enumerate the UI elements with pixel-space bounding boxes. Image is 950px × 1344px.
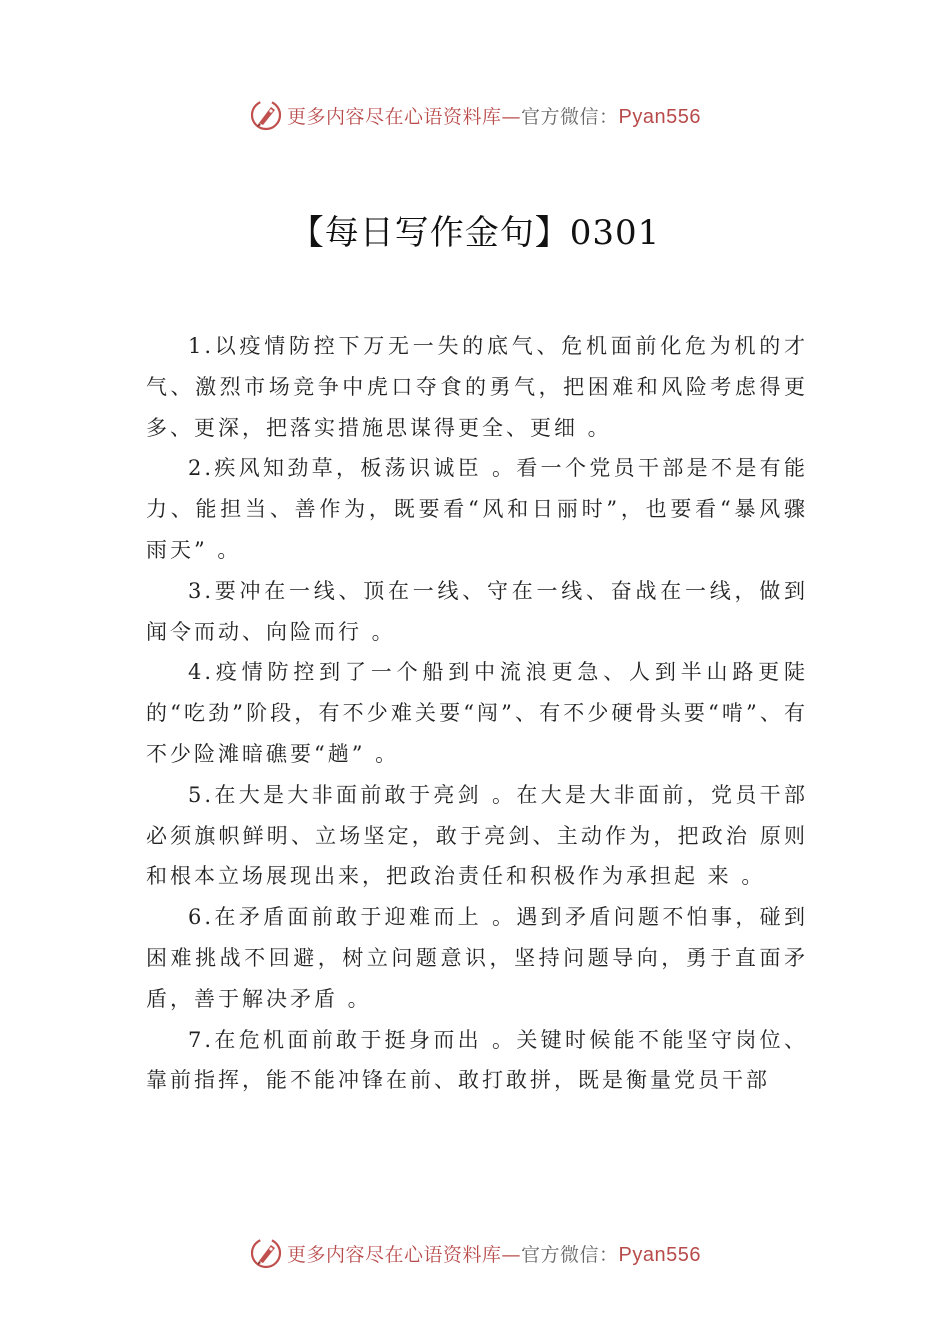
paragraph-4: 4.疫情防控到了一个船到中流浪更急、人到半山路更陡的“吃劲”阶段，有不少难关要“闯”、有不少硬骨头要“啃”、有不少险滩暗礁要“趟” 。 [146,660,808,766]
banner-wechat-id: Pyan556 [618,105,701,128]
pen-nib-logo-icon [249,98,283,132]
document-body [146,326,808,1101]
banner-separator: — [501,105,522,128]
paragraph-7: 7.在危机面前敢于挺身而出 。关键时候能不能坚守岗位、靠前指挥，能不能冲锋在前、敢打敢拼，既是衡量党员干部 [146,1027,808,1093]
paragraph-2: 2.疾风知劲草，板荡识诚臣 。看一个党员干部是不是有能力、能担当、善作为，既要看“风和日丽时”，也要看“暴风骤雨天” 。 [146,456,808,562]
paragraph-6: 6.在矛盾面前敢于迎难而上 。遇到矛盾问题不怕事，碰到困难挑战不回避，树立问题意识，坚持问题导向，勇于直面矛盾，善于解决矛盾 。 [146,905,808,1011]
paragraph-5: 5.在大是大非面前敢于亮剑 。在大是大非面前，党员干部必须旗帜鲜明、立场坚定，敢于亮剑、主动作为，把政治 原则和根本立场展现出来，把政治责任和积极作为承担起 来 。 [146,782,808,889]
banner-text [287,1240,701,1267]
banner-wechat-id: Pyan556 [618,1243,701,1266]
paragraph-3: 3.要冲在一线、顶在一线、守在一线、奋战在一线，做到闻令而动、向险而行 。 [146,578,808,644]
paragraph-1: 1.以疫情防控下万无一失的底气、危机面前化危为机的才气、激烈市场竞争中虎口夺食的勇气，把困难和风险考虑得更多、更深，把落实措施思谋得更全、更细 。 [146,334,808,440]
banner-text [287,102,701,129]
page-title: 【每日写作金句】0301 [289,213,661,253]
pen-nib-logo-icon [249,1236,283,1270]
banner-brand: 更多内容尽在心语资料库 [287,105,502,128]
footer-banner [0,1233,950,1273]
header-banner [0,95,950,135]
banner-label: 官方微信： [521,1243,619,1266]
banner-label: 官方微信： [521,105,619,128]
banner-brand: 更多内容尽在心语资料库 [287,1243,502,1266]
banner-separator: — [501,1243,522,1266]
